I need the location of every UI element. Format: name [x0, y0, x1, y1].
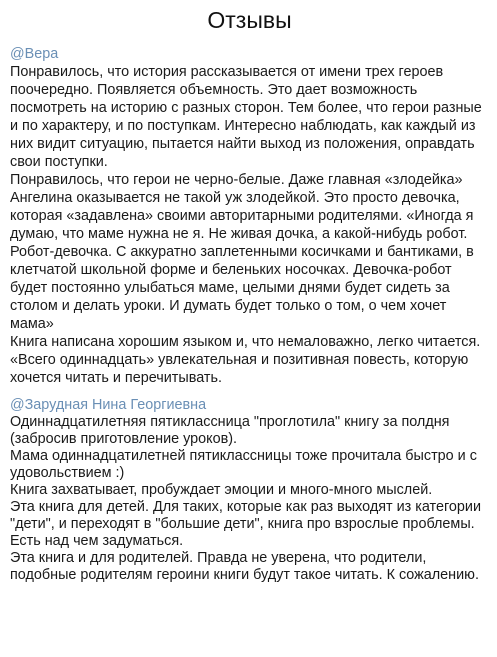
review-author-link[interactable]: @Вера: [10, 46, 59, 62]
review-paragraph: Книга написана хорошим языком и, что немаловажно, легко читается. «Всего одиннадцать» увлекательная и позитивная повесть, которую хочется читать и перечитывать.: [10, 334, 481, 386]
review-body: [10, 414, 489, 584]
review-paragraph: Книга захватывает, пробуждает эмоции и много-много мыслей.: [10, 482, 433, 498]
review-item: [10, 397, 489, 584]
review-paragraph: Эта книга для детей. Для таких, которые как раз выходят из категории "дети", и переходят в "большие дети", книга про взрослые проблемы. Есть над чем задуматься.: [10, 499, 482, 549]
review-paragraph: Понравилось, что герои не черно-белые. Даже главная «злодейка» Ангелина оказывается не такой уж злодейкой. Это просто девочка, которая «задавлена» своими авторитарными родителями. «Иногда я думаю, что маме нужна не я. Не живая дочка, а какой-нибудь робот. Робот-девочка. С аккуратно заплетенными косичками и бантиками, в клетчатой школьной форме и беленьких носочках. Девочка-робот будет постоянно улыбаться маме, целыми днями будет сидеть за столом и делать уроки. И думать будет только о том, о чем хочет мама»: [10, 172, 474, 332]
review-paragraph: Понравилось, что история рассказывается от имени трех героев поочередно. Появляется объемность. Это дает возможность посмотреть на историю с разных сторон. Тем более, что герои разные и по характеру, и по поступкам. Интересно наблюдать, как каждый из них видит ситуацию, пытается найти выход из положения, оправдать свои поступки.: [10, 64, 482, 170]
review-author-link[interactable]: @Зарудная Нина Георгиевна: [10, 397, 207, 413]
review-body: [10, 63, 489, 387]
review-paragraph: Одиннадцатилетняя пятиклассница "проглотила" книгу за полдня (забросив приготовление уроков).: [10, 414, 450, 447]
review-paragraph: Мама одиннадцатилетней пятиклассницы тоже прочитала быстро и с удовольствием :): [10, 448, 477, 481]
review-paragraph: Эта книга и для родителей. Правда не уверена, что родители, подобные родителям героини книги будут такое читать. К сожалению.: [10, 550, 479, 583]
page-title: Отзывы: [207, 7, 292, 33]
review-item: [10, 45, 489, 387]
